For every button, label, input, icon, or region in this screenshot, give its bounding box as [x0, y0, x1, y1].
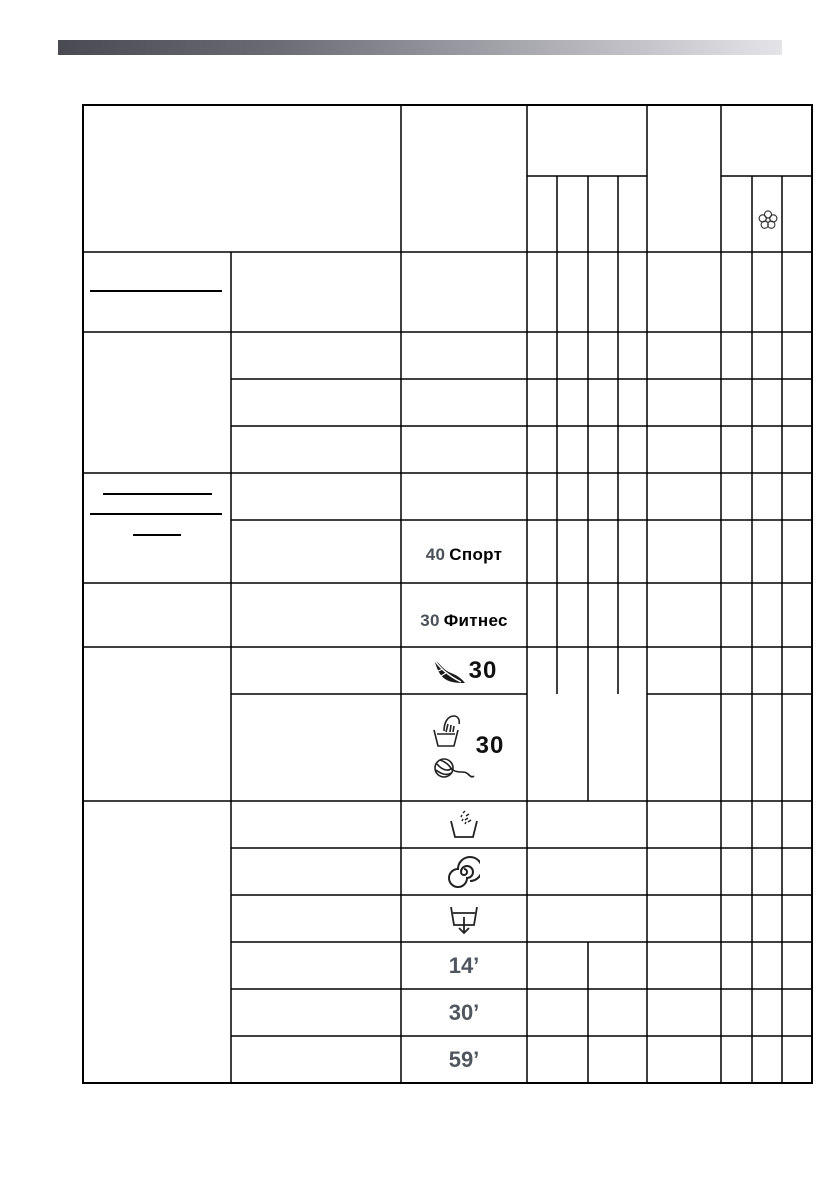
program-quick-30: 30’ [448, 1000, 480, 1025]
program-rinse [402, 805, 526, 845]
program-sport-name: Спорт [449, 545, 503, 564]
program-wool-temp: 30 [475, 732, 505, 759]
flower-icon [753, 205, 782, 235]
program-drain [402, 898, 526, 938]
spin-icon [448, 856, 480, 888]
program-wool [402, 708, 526, 788]
program-fitness-temp: 30 [420, 611, 440, 630]
program-quick-59: 59’ [448, 1047, 480, 1072]
program-sport-temp: 40 [425, 545, 446, 564]
program-delicate [402, 652, 526, 690]
program-fitness [402, 606, 526, 636]
feather-icon [431, 656, 467, 686]
program-quick-14: 14’ [448, 953, 480, 978]
rinse-icon [449, 809, 479, 841]
handwash-wool-icon [424, 710, 476, 786]
drain-icon [448, 901, 480, 935]
program-sport [402, 540, 526, 570]
program-fitness-name: Фитнес [443, 611, 508, 630]
program-spin [402, 852, 526, 892]
program-delicate-temp: 30 [468, 657, 498, 684]
